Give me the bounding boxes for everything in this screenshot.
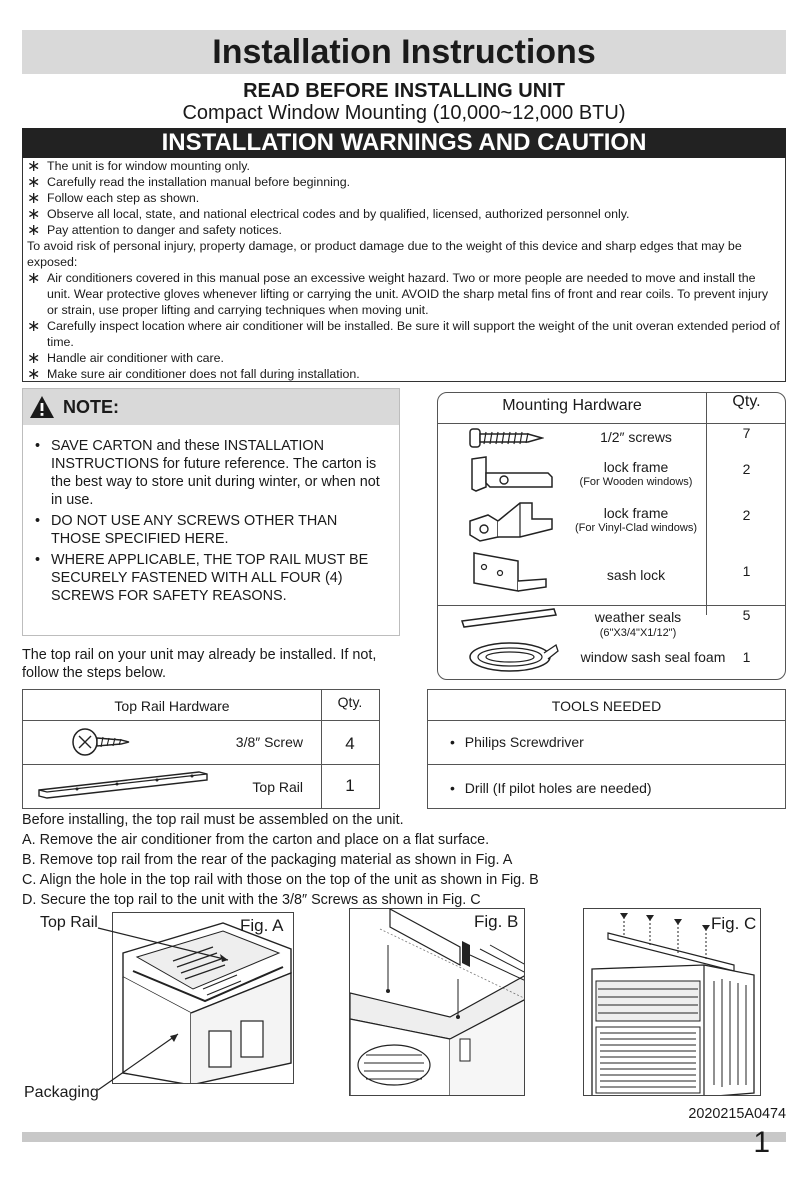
- warning-text: Air conditioners covered in this manual pose an excessive weight hazard. Two or more people are needed to move and install the unit. Wear protective gloves whenever lifting or carrying the unit. AVOID the sharp metal fins of front and rear coils. To prevent injury or strain, use proper lifting and carrying techniques when moving unit.: [47, 271, 769, 317]
- warning-text: Make sure air conditioner does not fall during installation.: [47, 367, 360, 381]
- warning-line: [27, 318, 781, 350]
- mh-row-2-label: lock frame: [603, 459, 669, 475]
- warning-text: To avoid risk of personal injury, property damage, or product damage due to the weight of this device and sharp edges that may be exposed:: [27, 239, 742, 269]
- lock-frame-icon: [468, 455, 554, 495]
- mh-row-4-label: sash lock: [606, 567, 666, 583]
- screw-icon: [468, 427, 544, 449]
- step-line: C. Align the hole in the top rail with those on the top of the unit as shown in Fig. B: [22, 872, 539, 888]
- tool-item-2-label: Drill (If pilot holes are needed): [464, 780, 652, 796]
- warnings-heading: INSTALLATION WARNINGS AND CAUTION: [22, 128, 786, 158]
- mh-qty-header: Qty.: [732, 393, 761, 410]
- note-heading: NOTE:: [63, 396, 119, 417]
- fig-c-label: Fig. C: [711, 914, 757, 933]
- mh-header: Mounting Hardware: [502, 397, 642, 414]
- warning-line: [27, 350, 781, 366]
- asterisk-icon: ∗: [27, 350, 41, 367]
- page-number: 1: [753, 1126, 770, 1159]
- note-panel: [22, 388, 400, 636]
- tool-item-1: [450, 734, 584, 750]
- warning-text: Pay attention to danger and safety notices.: [47, 223, 282, 237]
- fig-a-label: Fig. A: [240, 916, 284, 935]
- warning-line: [27, 222, 781, 238]
- lock-frame-vinyl-icon: [468, 501, 554, 543]
- warning-text: Carefully inspect location where air conditioner will be installed. Be sure it will support the weight of the unit overan extended period of time.: [47, 319, 780, 349]
- asterisk-icon: ∗: [27, 206, 41, 223]
- note-item-text: DO NOT USE ANY SCREWS OTHER THAN THOSE SPECIFIED HERE.: [51, 513, 338, 547]
- tool-bullet: •: [450, 780, 455, 796]
- asterisk-icon: ∗: [27, 158, 41, 175]
- mh-row-4-qty: 1: [742, 563, 751, 579]
- mh-row-6-label: window sash seal foam: [580, 649, 726, 665]
- bullet-icon: •: [35, 513, 41, 529]
- trh-row-2-qty: 1: [345, 776, 355, 795]
- trh-qty-header: Qty.: [337, 694, 363, 710]
- figure-c-illustration: [584, 909, 761, 1096]
- warning-line: [27, 158, 781, 174]
- asterisk-icon: ∗: [27, 174, 41, 191]
- tool-bullet: •: [450, 734, 455, 750]
- round-head-screw-icon: [71, 726, 131, 758]
- document-code: 2020215A0474: [688, 1106, 786, 1122]
- warning-line: [27, 174, 781, 190]
- page-title: Installation Instructions: [22, 30, 786, 74]
- warning-line: [27, 270, 781, 318]
- mh-row-1-qty: 7: [742, 425, 751, 441]
- note-header: [23, 389, 399, 425]
- top-rail-note: The top rail on your unit may already be installed. If not, follow the steps below.: [22, 647, 377, 681]
- tool-item-2: [450, 780, 652, 796]
- tools-header: TOOLS NEEDED: [551, 698, 662, 714]
- warning-triangle-icon: [29, 395, 55, 419]
- mh-row-2-sub: (For Wooden windows): [579, 476, 693, 488]
- bullet-icon: •: [35, 438, 41, 454]
- mh-row-5-label: weather seals: [594, 609, 682, 625]
- note-list: [23, 425, 399, 605]
- warning-line: [27, 238, 781, 270]
- steps-list: [22, 810, 582, 910]
- tool-item-1-label: Philips Screwdriver: [464, 734, 584, 750]
- figure-b-illustration: [350, 909, 525, 1096]
- trh-header: Top Rail Hardware: [114, 698, 230, 714]
- asterisk-icon: ∗: [27, 270, 41, 287]
- mh-row-6-qty: 1: [742, 649, 751, 665]
- asterisk-icon: ∗: [27, 366, 41, 383]
- step-line: A. Remove the air conditioner from the carton and place on a flat surface.: [22, 832, 490, 848]
- warning-text: Carefully read the installation manual before beginning.: [47, 175, 351, 189]
- mh-row-1-label: 1/2″ screws: [600, 429, 672, 445]
- note-item: [33, 437, 385, 509]
- asterisk-icon: ∗: [27, 222, 41, 239]
- model-line: Compact Window Mounting (10,000~12,000 BTU): [182, 102, 626, 124]
- trh-row-1-qty: 4: [345, 734, 355, 753]
- warning-line: [27, 190, 781, 206]
- sash-lock-icon: [468, 551, 550, 597]
- fig-b-label: Fig. B: [474, 912, 519, 931]
- mh-row-2-qty: 2: [742, 461, 751, 477]
- warnings-list: [27, 158, 781, 382]
- bullet-icon: •: [35, 552, 41, 568]
- mh-row-5-qty: 5: [742, 607, 751, 623]
- mh-row-5-sub: (6"X3/4"X1/12"): [599, 627, 677, 639]
- figure-a-callout-lines: [96, 918, 236, 1098]
- warning-line: [27, 366, 781, 382]
- fig-a-callout-top-rail: Top Rail: [40, 914, 98, 931]
- top-rail-hardware-table: [22, 689, 380, 809]
- subtitle: READ BEFORE INSTALLING UNIT: [243, 80, 565, 102]
- figure-b: [349, 908, 525, 1096]
- warning-line: [27, 206, 781, 222]
- mh-row-3-label: lock frame: [603, 505, 669, 521]
- note-item-text: SAVE CARTON and these INSTALLATION INSTRUCTIONS for future reference. The carton is the best way to store unit during winter, or when not in use.: [51, 438, 380, 508]
- step-line: D. Secure the top rail to the unit with the 3/8″ Screws as shown in Fig. C: [22, 892, 481, 908]
- fig-a-callout-packaging: Packaging: [24, 1084, 99, 1101]
- note-item: [33, 512, 385, 548]
- warning-text: The unit is for window mounting only.: [47, 159, 250, 173]
- warning-text: Follow each step as shown.: [47, 191, 200, 205]
- figure-c: [583, 908, 761, 1096]
- warning-text: Handle air conditioner with care.: [47, 351, 225, 365]
- note-item: [33, 551, 385, 605]
- note-item-text: WHERE APPLICABLE, THE TOP RAIL MUST BE SECURELY FASTENED WITH ALL FOUR (4) SCREWS FOR SAFETY REASONS.: [51, 552, 369, 604]
- warnings-box: [22, 158, 786, 382]
- step-line: Before installing, the top rail must be assembled on the unit.: [22, 812, 404, 828]
- trh-row-1-label: 3/8″ Screw: [235, 734, 303, 750]
- step-line: B. Remove top rail from the rear of the packaging material as shown in Fig. A: [22, 852, 513, 868]
- asterisk-icon: ∗: [27, 318, 41, 335]
- mounting-hardware-table: [437, 392, 786, 680]
- mh-row-3-qty: 2: [742, 507, 751, 523]
- footer-bar: [22, 1132, 786, 1142]
- tools-needed-table: [427, 689, 786, 809]
- trh-row-2-label: Top Rail: [252, 779, 303, 795]
- mh-row-3-sub: (For Vinyl-Clad windows): [574, 522, 698, 534]
- asterisk-icon: ∗: [27, 190, 41, 207]
- warning-text: Observe all local, state, and national electrical codes and by qualified, licensed, authorized personnel only.: [47, 207, 630, 221]
